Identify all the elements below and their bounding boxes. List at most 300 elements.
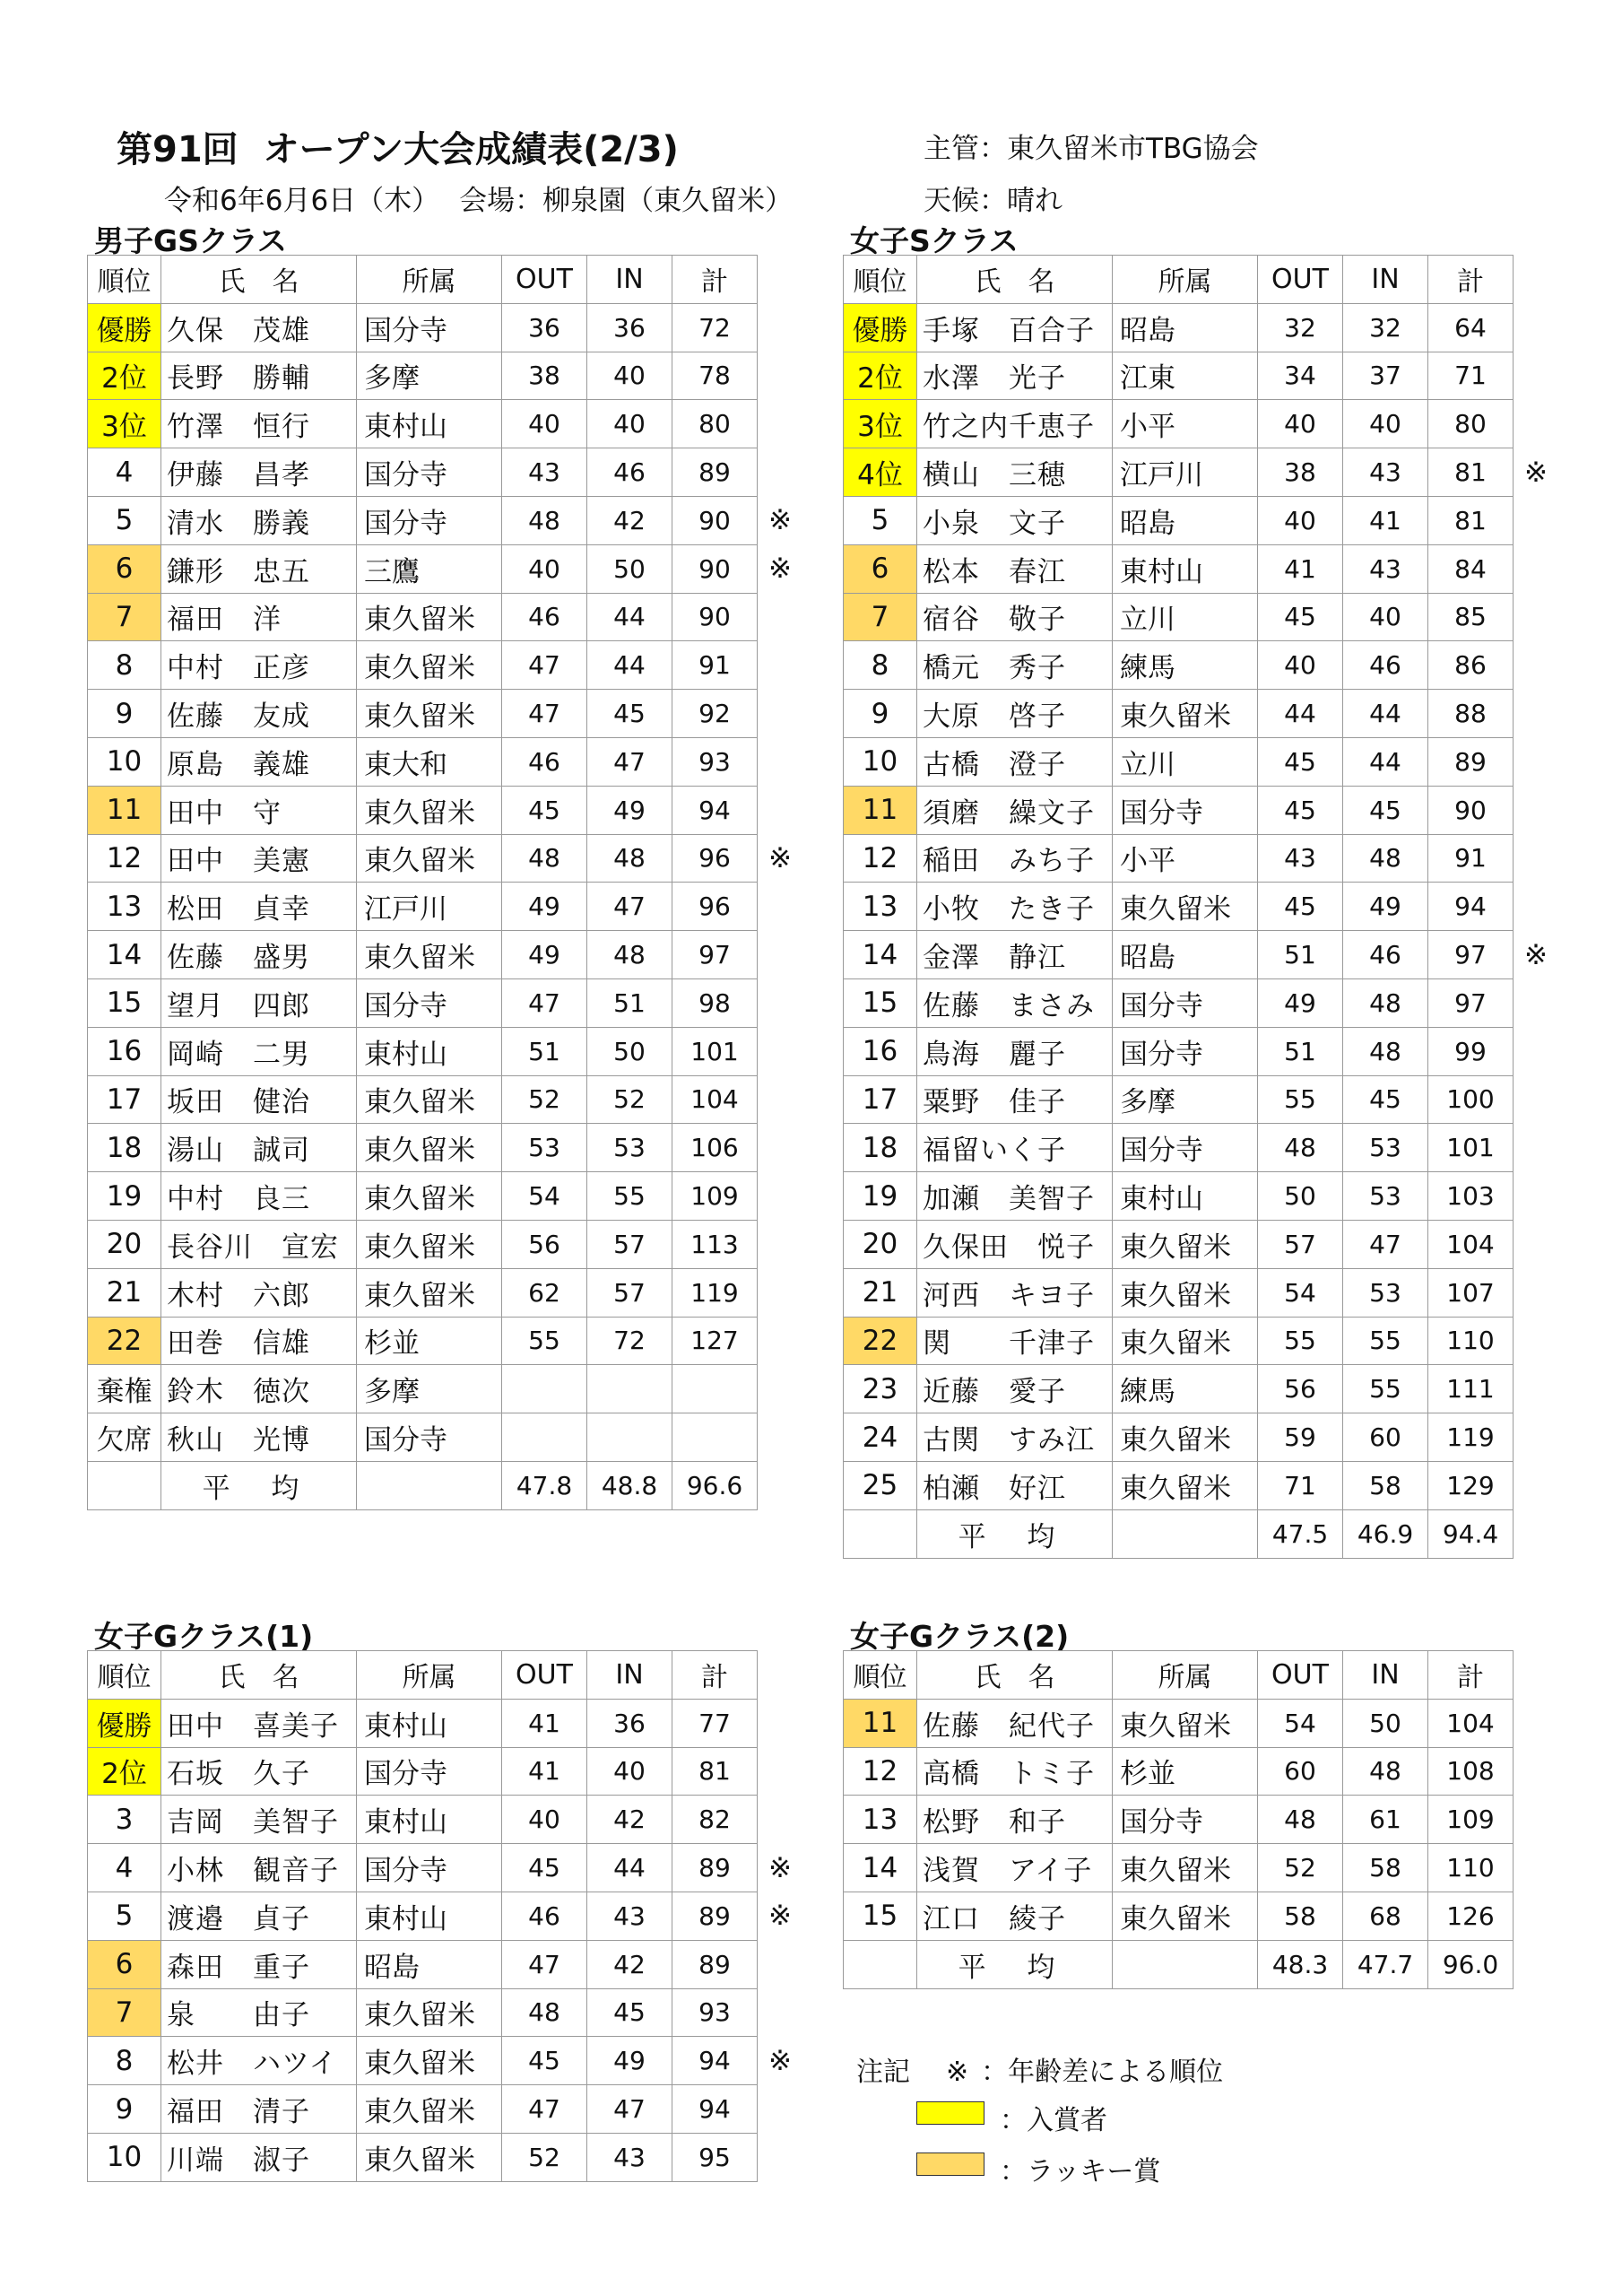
cell-name: 古橋 澄子 <box>917 737 1113 786</box>
age-mark <box>1514 883 1559 931</box>
cell-out: 51 <box>1258 931 1343 979</box>
cell-club: 東久留米 <box>1113 690 1258 738</box>
cell-total: 64 <box>1428 303 1514 352</box>
table-row <box>844 834 1559 883</box>
cell-in: 45 <box>1343 1075 1428 1124</box>
cell-total: 100 <box>1428 1075 1514 1124</box>
cell-rank: 15 <box>844 1892 917 1940</box>
table-row <box>88 2037 803 2085</box>
table-row <box>88 690 803 738</box>
cell-total: 71 <box>1428 352 1514 400</box>
cell-total: 80 <box>1428 400 1514 448</box>
cell-total: 108 <box>1428 1747 1514 1796</box>
mark-spacer <box>1514 1509 1559 1558</box>
cell-rank: 25 <box>844 1461 917 1509</box>
cell-in: 48 <box>587 931 672 979</box>
age-mark <box>1514 1796 1559 1844</box>
cell-out: 50 <box>1258 1172 1343 1221</box>
cell-name: 長谷川 宣宏 <box>161 1220 357 1268</box>
cell-rank: 3 <box>88 1796 161 1844</box>
column-header-name: 氏 名 <box>161 1651 357 1700</box>
cell-rank: 6 <box>844 544 917 593</box>
age-mark <box>758 2085 803 2134</box>
cell-out: 40 <box>1258 641 1343 690</box>
cell-total: 127 <box>672 1317 758 1365</box>
cell-in: 50 <box>1343 1699 1428 1747</box>
cell-club: 昭島 <box>1113 931 1258 979</box>
cell-name: 松本 春江 <box>917 544 1113 593</box>
cell-total: 90 <box>672 593 758 641</box>
cell-out: 45 <box>1258 786 1343 834</box>
cell-total: 94 <box>672 2037 758 2085</box>
title-number: 第91回 <box>117 129 239 170</box>
cell-name: 鈴木 徳次 <box>161 1365 357 1413</box>
cell-in: 52 <box>587 1075 672 1124</box>
cell-rank: 3位 <box>844 400 917 448</box>
age-mark: ※ <box>768 2044 792 2077</box>
cell-out: 40 <box>1258 496 1343 544</box>
cell-club: 国分寺 <box>357 1844 502 1892</box>
table-row <box>844 400 1559 448</box>
cell-in: 47 <box>1343 1220 1428 1268</box>
cell-rank: 22 <box>88 1317 161 1365</box>
cell-name: 小牧 たき子 <box>917 883 1113 931</box>
cell-out: 49 <box>502 883 587 931</box>
age-mark <box>1514 978 1559 1027</box>
cell-name: 松野 和子 <box>917 1796 1113 1844</box>
cell-name: 松田 貞幸 <box>161 883 357 931</box>
cell-name: 鎌形 忠五 <box>161 544 357 593</box>
age-mark <box>758 1220 803 1268</box>
cell-in: 40 <box>587 352 672 400</box>
cell-total <box>672 1365 758 1413</box>
column-header-out: OUT <box>1258 1651 1343 1700</box>
column-header-total: 計 <box>672 1651 758 1700</box>
cell-club: 国分寺 <box>357 496 502 544</box>
cell-rank: 23 <box>844 1365 917 1413</box>
table-row <box>844 1796 1559 1844</box>
cell-total: 90 <box>672 544 758 593</box>
average-row <box>88 1461 803 1509</box>
cell-name: 稲田 みち子 <box>917 834 1113 883</box>
table-row <box>88 593 803 641</box>
age-mark: ※ <box>768 552 792 586</box>
table-row <box>844 352 1559 400</box>
cell-out <box>502 1413 587 1462</box>
cell-name: 吉岡 美智子 <box>161 1796 357 1844</box>
cell-name: 松井 ハツイ <box>161 2037 357 2085</box>
average-total: 96.0 <box>1428 1940 1514 1988</box>
age-mark <box>758 978 803 1027</box>
cell-name: 川端 淑子 <box>161 2133 357 2181</box>
cell-club: 東久留米 <box>357 2133 502 2181</box>
age-mark <box>758 593 803 641</box>
cell-out: 40 <box>502 400 587 448</box>
table-men-gs <box>87 255 803 1510</box>
table-row <box>844 786 1559 834</box>
cell-club: 昭島 <box>1113 496 1258 544</box>
column-header-in: IN <box>1343 256 1428 304</box>
cell-in: 42 <box>587 1796 672 1844</box>
column-header-out: OUT <box>502 1651 587 1700</box>
table-row <box>844 303 1559 352</box>
cell-out: 36 <box>502 303 587 352</box>
cell-club: 東村山 <box>357 1892 502 1940</box>
cell-name: 竹澤 恒行 <box>161 400 357 448</box>
cell-in <box>587 1365 672 1413</box>
cell-name: 泉 由子 <box>161 1988 357 2037</box>
cell-rank: 14 <box>844 1844 917 1892</box>
notes-label: 注記 <box>856 2057 910 2088</box>
cell-club: 昭島 <box>1113 303 1258 352</box>
cell-out: 45 <box>1258 737 1343 786</box>
cell-rank: 24 <box>844 1413 917 1462</box>
average-in: 48.8 <box>587 1461 672 1509</box>
age-mark <box>758 303 803 352</box>
cell-name: 望月 四郎 <box>161 978 357 1027</box>
cell-total: 90 <box>672 496 758 544</box>
average-out: 47.8 <box>502 1461 587 1509</box>
cell-in: 53 <box>1343 1124 1428 1172</box>
cell-name: 田巻 信雄 <box>161 1317 357 1365</box>
cell-rank: 21 <box>88 1268 161 1317</box>
date-venue-line <box>164 178 793 218</box>
cell-in: 50 <box>587 1027 672 1075</box>
cell-name: 田中 守 <box>161 786 357 834</box>
cell-in: 44 <box>1343 690 1428 738</box>
cell-out: 47 <box>502 1940 587 1988</box>
table-header-row <box>844 1651 1559 1700</box>
cell-name: 長野 勝輔 <box>161 352 357 400</box>
cell-in: 57 <box>587 1220 672 1268</box>
cell-out: 47 <box>502 2085 587 2134</box>
table-row <box>88 352 803 400</box>
cell-total: 97 <box>1428 978 1514 1027</box>
age-mark <box>758 1940 803 1988</box>
cell-total: 107 <box>1428 1268 1514 1317</box>
column-header-in: IN <box>1343 1651 1428 1700</box>
cell-out: 56 <box>502 1220 587 1268</box>
cell-total: 119 <box>672 1268 758 1317</box>
table-row <box>88 1699 803 1747</box>
average-label: 平 均 <box>917 1509 1113 1558</box>
cell-total: 113 <box>672 1220 758 1268</box>
cell-total: 129 <box>1428 1461 1514 1509</box>
cell-total: 95 <box>672 2133 758 2181</box>
cell-rank: 12 <box>88 834 161 883</box>
cell-name: 佐藤 紀代子 <box>917 1699 1113 1747</box>
table-row <box>844 931 1559 979</box>
cell-total: 94 <box>672 786 758 834</box>
table-row <box>88 1365 803 1413</box>
cell-club: 国分寺 <box>357 1747 502 1796</box>
column-header-total: 計 <box>672 256 758 304</box>
cell-name: 田中 喜美子 <box>161 1699 357 1747</box>
table-row <box>88 496 803 544</box>
mark-spacer <box>758 1651 803 1700</box>
cell-out: 51 <box>502 1027 587 1075</box>
age-mark <box>1514 400 1559 448</box>
cell-out: 57 <box>1258 1220 1343 1268</box>
notes-mark-line <box>856 2049 1223 2089</box>
cell-in: 41 <box>1343 496 1428 544</box>
cell-name: 坂田 健治 <box>161 1075 357 1124</box>
age-mark <box>758 1988 803 2037</box>
cell-in: 48 <box>1343 834 1428 883</box>
cell-rank: 20 <box>88 1220 161 1268</box>
cell-club: 江戸川 <box>357 883 502 931</box>
cell-club: 東久留米 <box>1113 1268 1258 1317</box>
cell-in: 55 <box>1343 1365 1428 1413</box>
column-header-club: 所属 <box>357 1651 502 1700</box>
cell-in: 53 <box>1343 1172 1428 1221</box>
table-row <box>844 690 1559 738</box>
table-row <box>88 400 803 448</box>
column-header-rank: 順位 <box>844 256 917 304</box>
table-row <box>88 1844 803 1892</box>
cell-in: 48 <box>587 834 672 883</box>
cell-club: 東村山 <box>357 400 502 448</box>
cell-out: 46 <box>502 737 587 786</box>
cell-in: 50 <box>587 544 672 593</box>
cell-rank: 11 <box>88 786 161 834</box>
cell-club: 国分寺 <box>1113 978 1258 1027</box>
table-row <box>88 883 803 931</box>
cell-in: 49 <box>587 786 672 834</box>
cell-out: 48 <box>502 496 587 544</box>
cell-in: 36 <box>587 1699 672 1747</box>
column-header-out: OUT <box>1258 256 1343 304</box>
cell-in: 42 <box>587 1940 672 1988</box>
age-mark <box>758 1075 803 1124</box>
table-row <box>88 1317 803 1365</box>
section-title-women-s: 女子Sクラス <box>850 223 1019 258</box>
cell-out: 55 <box>1258 1317 1343 1365</box>
cell-rank: 2位 <box>88 1747 161 1796</box>
cell-in: 43 <box>587 1892 672 1940</box>
cell-rank: 9 <box>88 2085 161 2134</box>
cell-club: 江東 <box>1113 352 1258 400</box>
cell-club: 国分寺 <box>357 1413 502 1462</box>
cell-in: 36 <box>587 303 672 352</box>
table-row <box>844 641 1559 690</box>
cell-in: 43 <box>587 2133 672 2181</box>
cell-in: 53 <box>587 1124 672 1172</box>
cell-name: 橋元 秀子 <box>917 641 1113 690</box>
column-header-name: 氏 名 <box>917 1651 1113 1700</box>
age-mark <box>1514 1075 1559 1124</box>
legend-lucky-swatch <box>916 2152 984 2176</box>
cell-rank: 18 <box>844 1124 917 1172</box>
cell-club: 杉並 <box>357 1317 502 1365</box>
cell-club: 多摩 <box>1113 1075 1258 1124</box>
table-row <box>88 2133 803 2181</box>
age-mark <box>758 1172 803 1221</box>
age-mark: ※ <box>768 1900 792 1933</box>
average-out: 48.3 <box>1258 1940 1343 1988</box>
cell-total: 94 <box>672 2085 758 2134</box>
cell-name: 清水 勝義 <box>161 496 357 544</box>
cell-out: 44 <box>1258 690 1343 738</box>
table-row <box>88 1075 803 1124</box>
table-row <box>844 1461 1559 1509</box>
cell-name: 佐藤 まさみ <box>917 978 1113 1027</box>
cell-name: 中村 正彦 <box>161 641 357 690</box>
report-title <box>117 121 679 172</box>
cell-out <box>502 1365 587 1413</box>
mark-spacer <box>1514 256 1559 304</box>
table-row <box>88 1796 803 1844</box>
table-row <box>88 1172 803 1221</box>
cell-club: 東村山 <box>357 1796 502 1844</box>
cell-rank: 20 <box>844 1220 917 1268</box>
cell-rank: 2位 <box>844 352 917 400</box>
cell-in: 53 <box>1343 1268 1428 1317</box>
cell-club: 小平 <box>1113 400 1258 448</box>
cell-name: 渡邉 貞子 <box>161 1892 357 1940</box>
cell-club: 東久留米 <box>1113 1699 1258 1747</box>
age-mark <box>758 1796 803 1844</box>
cell-in: 48 <box>1343 1747 1428 1796</box>
cell-in: 40 <box>1343 593 1428 641</box>
cell-name: 手塚 百合子 <box>917 303 1113 352</box>
cell-out: 40 <box>502 1796 587 1844</box>
cell-name: 石坂 久子 <box>161 1747 357 1796</box>
cell-club: 東大和 <box>357 737 502 786</box>
age-mark <box>1514 1365 1559 1413</box>
cell-club: 東久留米 <box>1113 883 1258 931</box>
table-row <box>844 1027 1559 1075</box>
cell-rank: 14 <box>88 931 161 979</box>
cell-total: 84 <box>1428 544 1514 593</box>
table-row <box>844 1892 1559 1940</box>
column-header-club: 所属 <box>357 256 502 304</box>
cell-in: 43 <box>1343 544 1428 593</box>
age-mark <box>1514 641 1559 690</box>
cell-rank: 11 <box>844 786 917 834</box>
cell-total: 106 <box>672 1124 758 1172</box>
table-row <box>88 641 803 690</box>
section-title-women-g1: 女子Gクラス(1) <box>94 1619 314 1654</box>
cell-total: 85 <box>1428 593 1514 641</box>
table-row <box>844 448 1559 497</box>
weather: 天候：晴れ <box>924 185 1063 217</box>
cell-in: 47 <box>587 737 672 786</box>
cell-blank <box>357 1461 502 1509</box>
cell-out: 41 <box>502 1747 587 1796</box>
cell-total: 89 <box>672 1892 758 1940</box>
cell-rank: 14 <box>844 931 917 979</box>
table-row <box>88 786 803 834</box>
cell-rank: 11 <box>844 1699 917 1747</box>
table-row <box>88 1268 803 1317</box>
cell-in: 68 <box>1343 1892 1428 1940</box>
age-mark <box>758 641 803 690</box>
table-header-row <box>88 256 803 304</box>
age-mark <box>758 1317 803 1365</box>
average-label: 平 均 <box>917 1940 1113 1988</box>
age-mark <box>1514 1413 1559 1462</box>
cell-club: 東久留米 <box>357 931 502 979</box>
cell-rank: 5 <box>88 496 161 544</box>
cell-out: 48 <box>1258 1124 1343 1172</box>
table-row <box>88 1747 803 1796</box>
cell-in: 60 <box>1343 1413 1428 1462</box>
average-out: 47.5 <box>1258 1509 1343 1558</box>
cell-name: 宿谷 敬子 <box>917 593 1113 641</box>
cell-club: 国分寺 <box>1113 786 1258 834</box>
column-header-club: 所属 <box>1113 1651 1258 1700</box>
cell-rank: 16 <box>844 1027 917 1075</box>
table-row <box>844 978 1559 1027</box>
cell-out: 43 <box>1258 834 1343 883</box>
cell-club: 国分寺 <box>1113 1027 1258 1075</box>
cell-blank <box>844 1509 917 1558</box>
cell-name: 水澤 光子 <box>917 352 1113 400</box>
cell-out: 45 <box>1258 883 1343 931</box>
cell-in: 45 <box>1343 786 1428 834</box>
age-mark <box>758 690 803 738</box>
age-mark <box>758 931 803 979</box>
section-title-women-g2: 女子Gクラス(2) <box>850 1619 1070 1654</box>
cell-rank: 9 <box>844 690 917 738</box>
age-mark <box>1514 786 1559 834</box>
age-mark <box>758 1699 803 1747</box>
cell-in: 51 <box>587 978 672 1027</box>
cell-in: 44 <box>587 593 672 641</box>
cell-out: 71 <box>1258 1461 1343 1509</box>
cell-club: 東久留米 <box>357 1172 502 1221</box>
notes-mark-desc: ：年齢差による順位 <box>981 2057 1224 2088</box>
cell-out: 55 <box>502 1317 587 1365</box>
cell-out: 46 <box>502 1892 587 1940</box>
cell-club: 東久留米 <box>357 1124 502 1172</box>
average-row <box>844 1509 1559 1558</box>
cell-in: 44 <box>587 1844 672 1892</box>
table-row <box>88 978 803 1027</box>
table-row <box>88 1027 803 1075</box>
average-total: 94.4 <box>1428 1509 1514 1558</box>
table-header-row <box>844 256 1559 304</box>
cell-out: 49 <box>1258 978 1343 1027</box>
table-row <box>844 1220 1559 1268</box>
cell-total: 101 <box>1428 1124 1514 1172</box>
cell-total: 94 <box>1428 883 1514 931</box>
age-mark: ※ <box>768 841 792 874</box>
average-in: 46.9 <box>1343 1509 1428 1558</box>
cell-rank: 19 <box>88 1172 161 1221</box>
cell-rank: 15 <box>844 978 917 1027</box>
cell-out: 38 <box>502 352 587 400</box>
cell-name: 森田 重子 <box>161 1940 357 1988</box>
cell-club: 東久留米 <box>357 593 502 641</box>
cell-name: 久保田 悦子 <box>917 1220 1113 1268</box>
age-mark <box>758 786 803 834</box>
cell-name: 伊藤 昌孝 <box>161 448 357 497</box>
column-header-rank: 順位 <box>844 1651 917 1700</box>
age-mark <box>1514 690 1559 738</box>
cell-in: 55 <box>1343 1317 1428 1365</box>
cell-total: 97 <box>1428 931 1514 979</box>
cell-out: 54 <box>1258 1268 1343 1317</box>
age-mark <box>758 883 803 931</box>
cell-in: 46 <box>587 448 672 497</box>
cell-name: 秋山 光博 <box>161 1413 357 1462</box>
age-mark <box>758 1027 803 1075</box>
table-row <box>88 1940 803 1988</box>
table-row <box>88 303 803 352</box>
cell-rank: 13 <box>844 883 917 931</box>
